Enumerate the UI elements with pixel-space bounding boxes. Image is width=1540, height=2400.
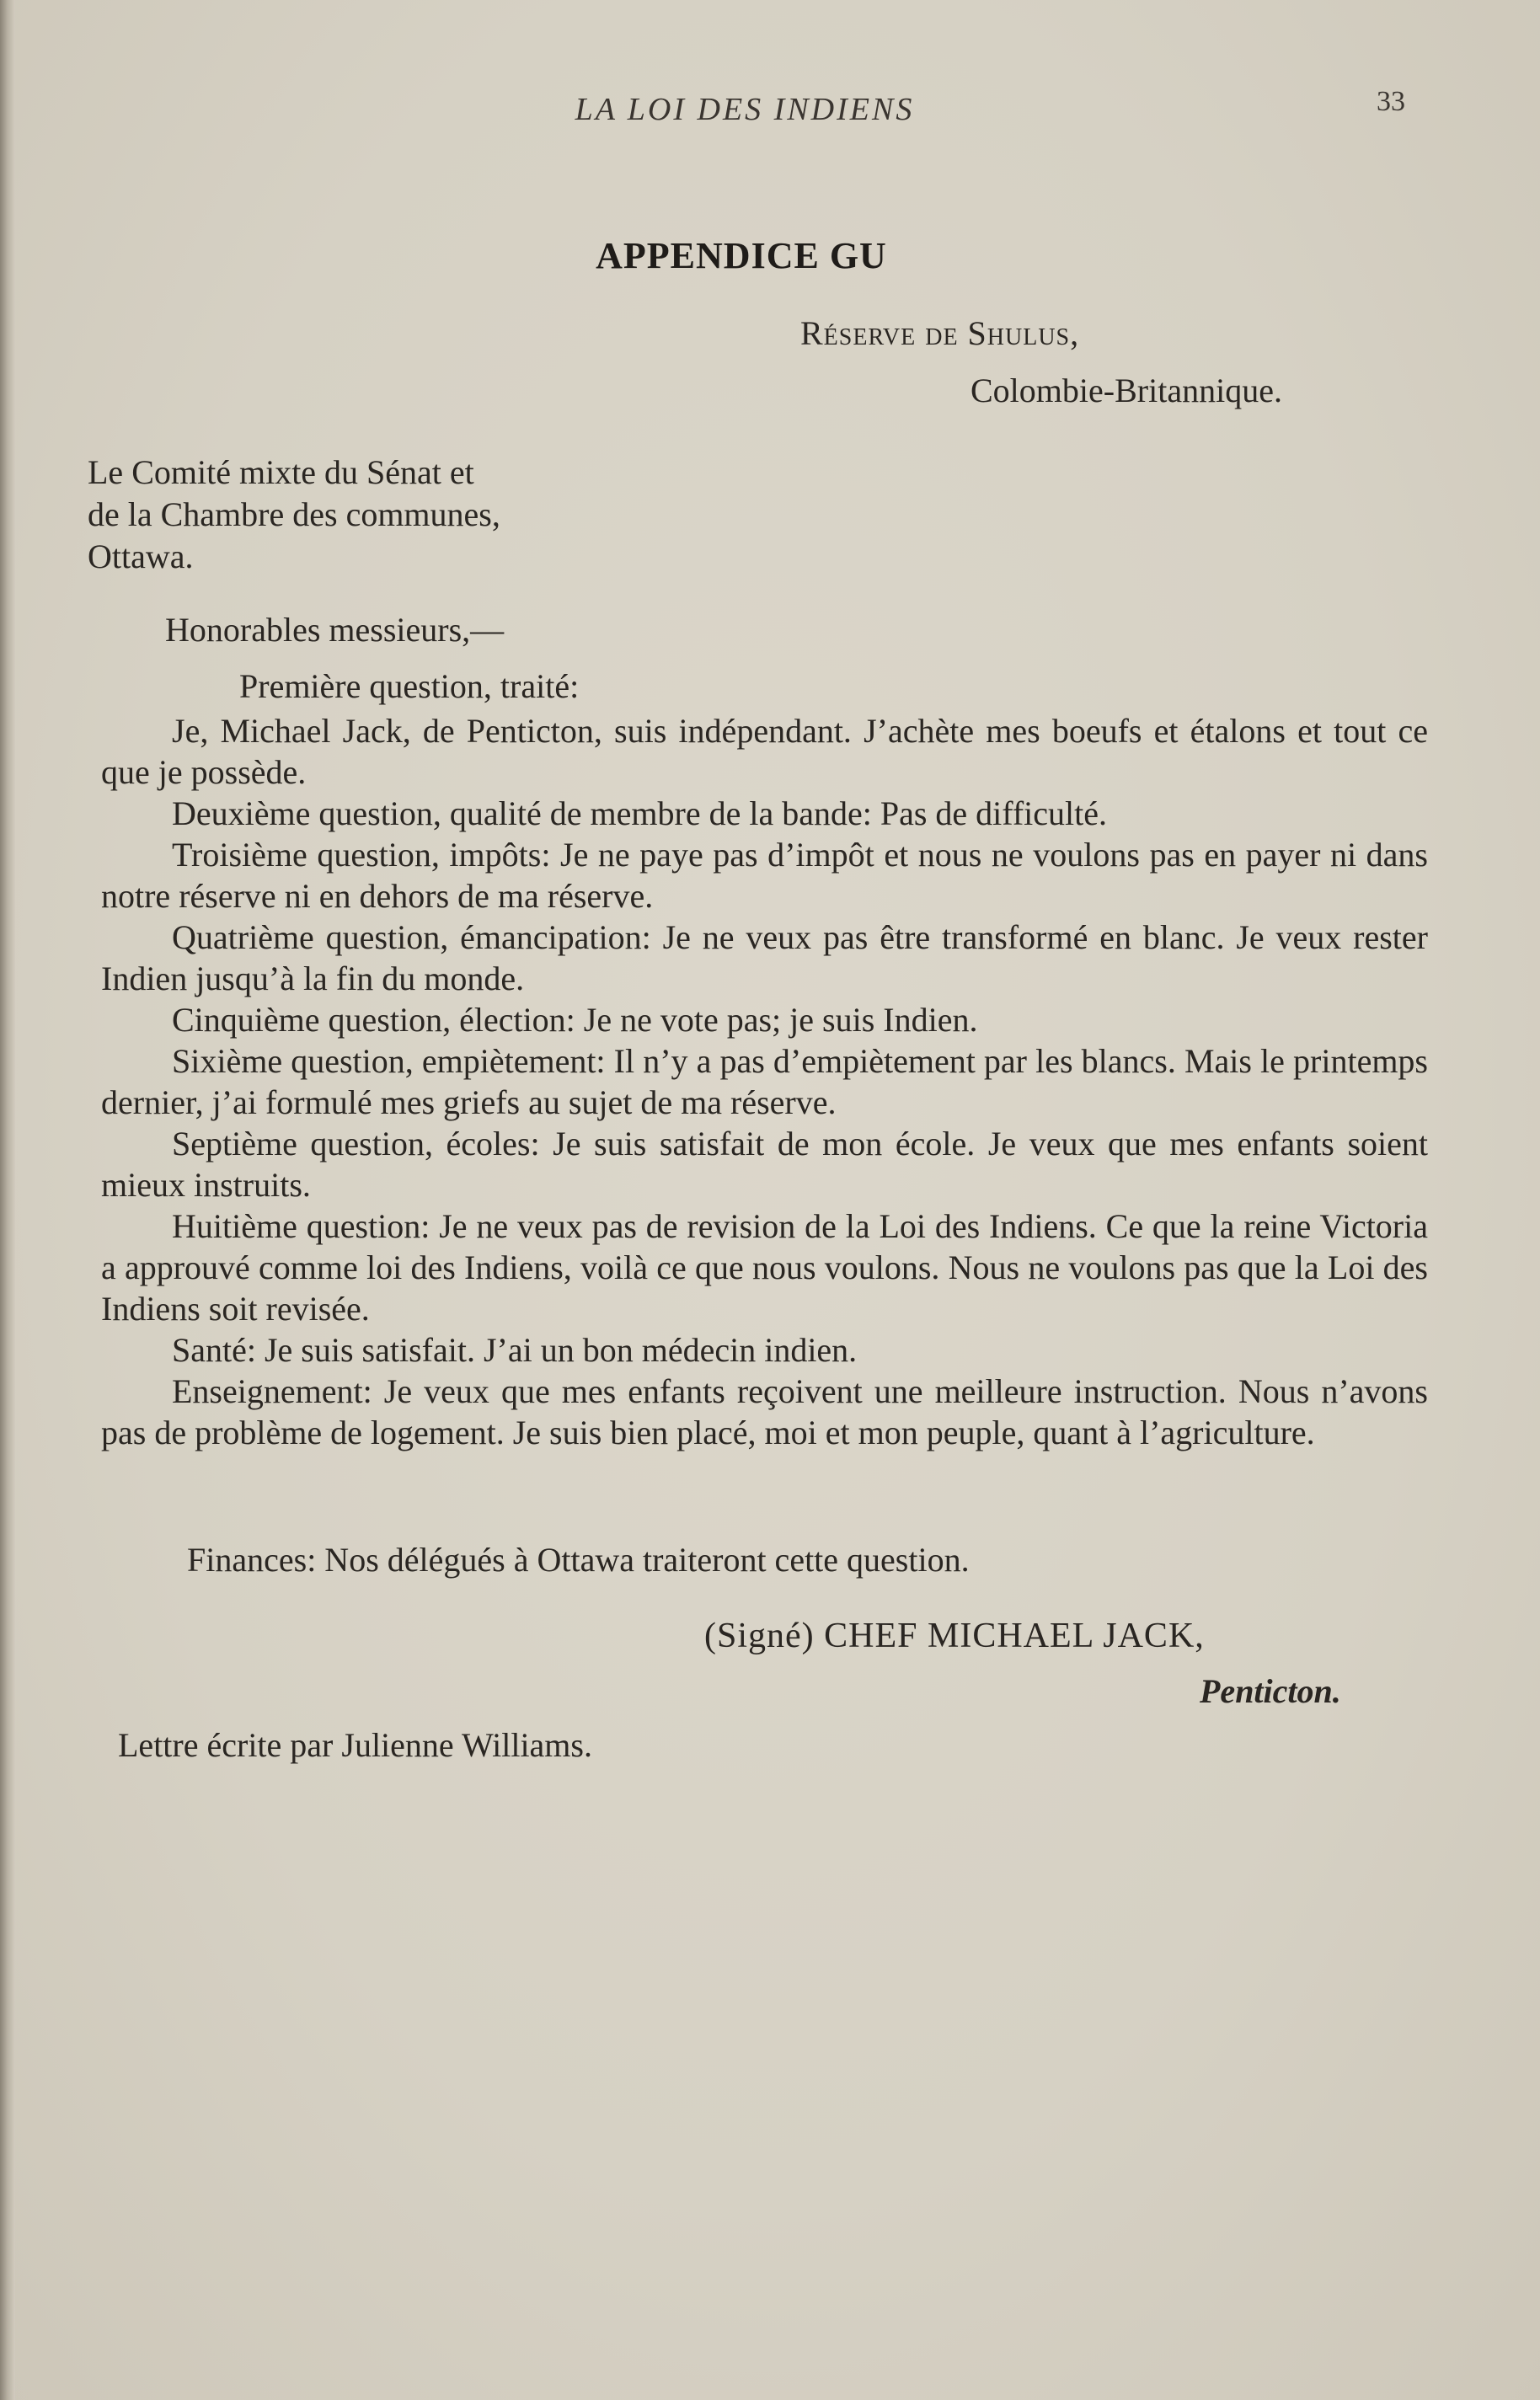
page-binding-edge: [0, 0, 15, 2400]
place-line-2: Colombie-Britannique.: [971, 371, 1282, 409]
paragraph-question-5: Cinquième question, élection: Je ne vote pas; je suis Indien.: [172, 1001, 978, 1039]
recipient-address: [88, 452, 500, 578]
paragraph-question-1: Première question, traité:: [239, 667, 580, 705]
paragraph-answer-1: Je, Michael Jack, de Penticton, suis indépendant. J’achète mes boeufs et étalons et tout ce que je possède.: [101, 712, 1428, 791]
paragraph-question-7: Septième question, écoles: Je suis satisfait de mon école. Je veux que mes enfants soient mieux instruits.: [101, 1125, 1428, 1204]
appendix-title: APPENDICE GU: [596, 235, 887, 276]
signature-place: Penticton.: [1200, 1672, 1341, 1710]
place-line-1: Réserve de Shulus,: [800, 314, 1080, 352]
paragraph-health: Santé: Je suis satisfait. J’ai un bon médecin indien.: [172, 1331, 858, 1369]
letter-body: [101, 665, 1428, 1453]
paragraph-finances: Finances: Nos délégués à Ottawa traiteront cette question.: [187, 1541, 970, 1579]
address-line-2: de la Chambre des communes,: [88, 495, 500, 533]
paragraph-question-8: Huitième question: Je ne veux pas de revision de la Loi des Indiens. Ce que la reine Victoria a approuvé comme loi des Indiens, voilà ce que nous voulons. Nous ne voulons pas que la Loi des Indiens soit revisée.: [101, 1207, 1428, 1328]
running-head-text: LA LOI DES INDIENS: [575, 92, 915, 127]
salutation: Honorables messieurs,—: [165, 611, 505, 649]
running-head: [0, 91, 1540, 128]
paragraph-question-2: Deuxième question, qualité de membre de la bande: Pas de difficulté.: [172, 794, 1108, 832]
paragraph-question-4: Quatrième question, émancipation: Je ne veux pas être transformé en blanc. Je veux rester Indien jusqu’à la fin du monde.: [101, 918, 1428, 997]
paragraph-education: Enseignement: Je veux que mes enfants reçoivent une meilleure instruction. Nous n’avons pas de problème de logement. Je suis bien placé, moi et mon peuple, quant à l’agriculture.: [101, 1372, 1428, 1451]
page-number: 33: [1377, 86, 1405, 117]
address-line-3: Ottawa.: [88, 537, 194, 575]
signature: (Signé) CHEF MICHAEL JACK,: [704, 1617, 1205, 1655]
writer-note: Lettre écrite par Julienne Williams.: [118, 1726, 592, 1764]
paragraph-question-3: Troisième question, impôts: Je ne paye pas d’impôt et nous ne voulons pas en payer ni dans notre réserve ni en dehors de ma réserve.: [101, 836, 1428, 915]
address-line-1: Le Comité mixte du Sénat et: [88, 453, 474, 491]
paragraph-question-6: Sixième question, empiètement: Il n’y a pas d’empiètement par les blancs. Mais le printemps dernier, j’ai formulé mes griefs au sujet de ma réserve.: [101, 1042, 1428, 1121]
